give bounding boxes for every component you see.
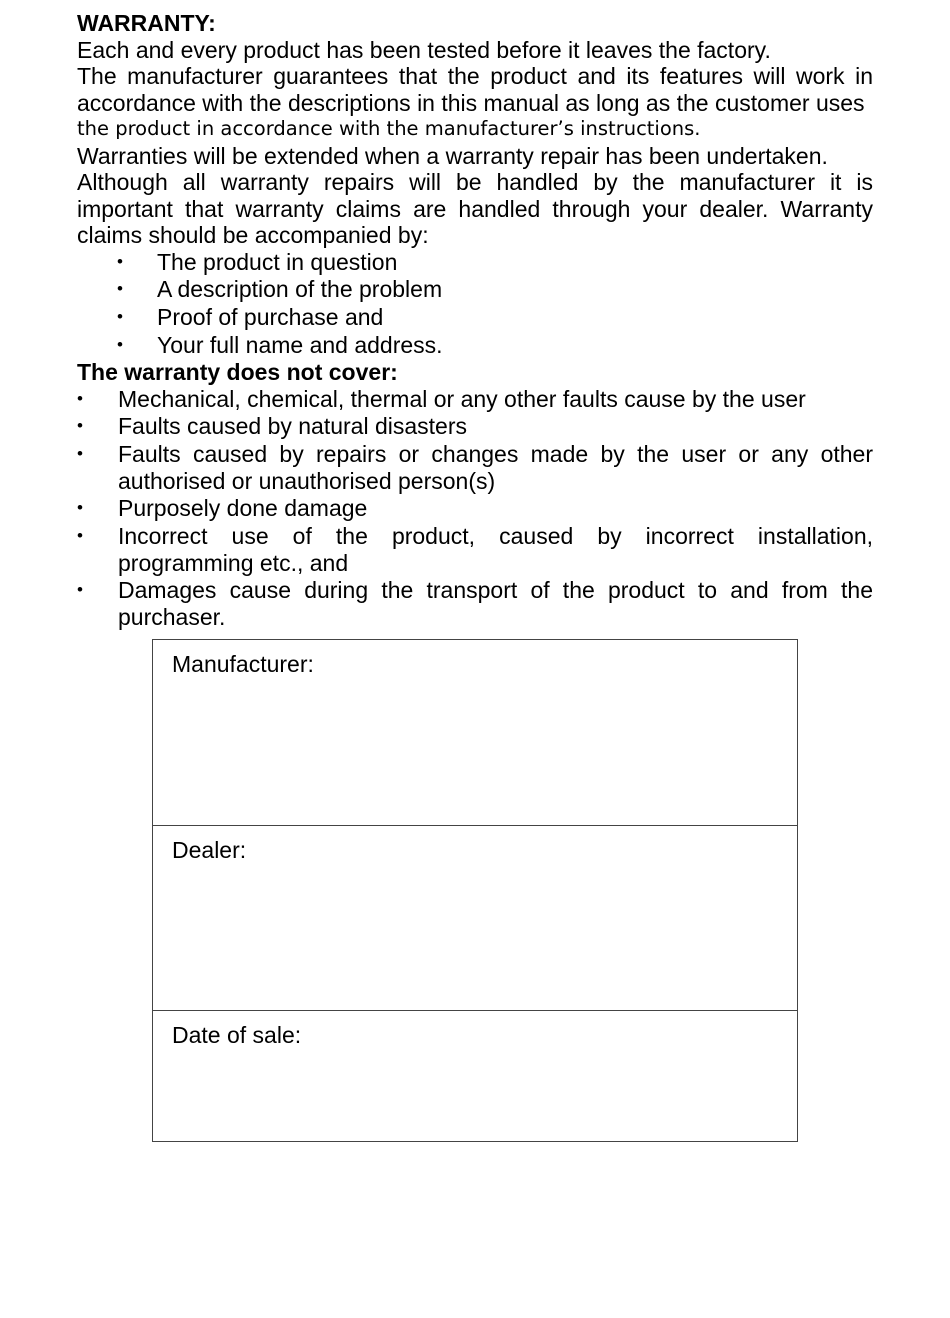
- dealer-label: Dealer:: [172, 837, 247, 863]
- date-of-sale-field[interactable]: [153, 1011, 797, 1141]
- list-item: • Purposely done damage: [77, 495, 873, 522]
- manufacturer-label: Manufacturer:: [172, 651, 314, 677]
- list-item: • Your full name and address.: [77, 332, 873, 359]
- warranty-title: WARRANTY:: [77, 10, 216, 36]
- list-item: • Damages cause during the transport of the product to and from the purchaser.: [77, 577, 873, 630]
- warranty-paragraph: The manufacturer guarantees that the product and its features will work in accordance with the descriptions in this manual as long as the customer uses: [77, 63, 873, 116]
- claim-requirements-list: [77, 249, 873, 359]
- warranty-paragraph: the product in accordance with the manufacturer’s instructions.: [77, 117, 701, 140]
- warranty-section: [77, 10, 873, 631]
- list-item: • The product in question: [77, 249, 873, 276]
- list-item: • A description of the problem: [77, 276, 873, 303]
- manufacturer-field[interactable]: [153, 640, 797, 826]
- exclusions-title: The warranty does not cover:: [77, 359, 398, 386]
- list-item: • Faults caused by repairs or changes made by the user or any other authorised or unauthorised person(s): [77, 441, 873, 494]
- warranty-paragraph: Warranties will be extended when a warranty repair has been undertaken.: [77, 142, 828, 169]
- list-item: • Proof of purchase and: [77, 304, 873, 331]
- date-of-sale-label: Date of sale:: [172, 1022, 302, 1048]
- warranty-paragraph: Although all warranty repairs will be handled by the manufacturer it is important that warranty claims are handled through your dealer. Warranty claims should be accompanied by:: [77, 169, 873, 248]
- list-item: • Mechanical, chemical, thermal or any other faults cause by the user: [77, 386, 873, 413]
- exclusions-list: [77, 386, 873, 630]
- list-item: • Faults caused by natural disasters: [77, 413, 873, 440]
- dealer-field[interactable]: [153, 826, 797, 1011]
- list-item: • Incorrect use of the product, caused by incorrect installation, programming etc., and: [77, 523, 873, 576]
- warranty-form: [152, 639, 798, 1142]
- warranty-paragraph: Each and every product has been tested before it leaves the factory.: [77, 36, 771, 63]
